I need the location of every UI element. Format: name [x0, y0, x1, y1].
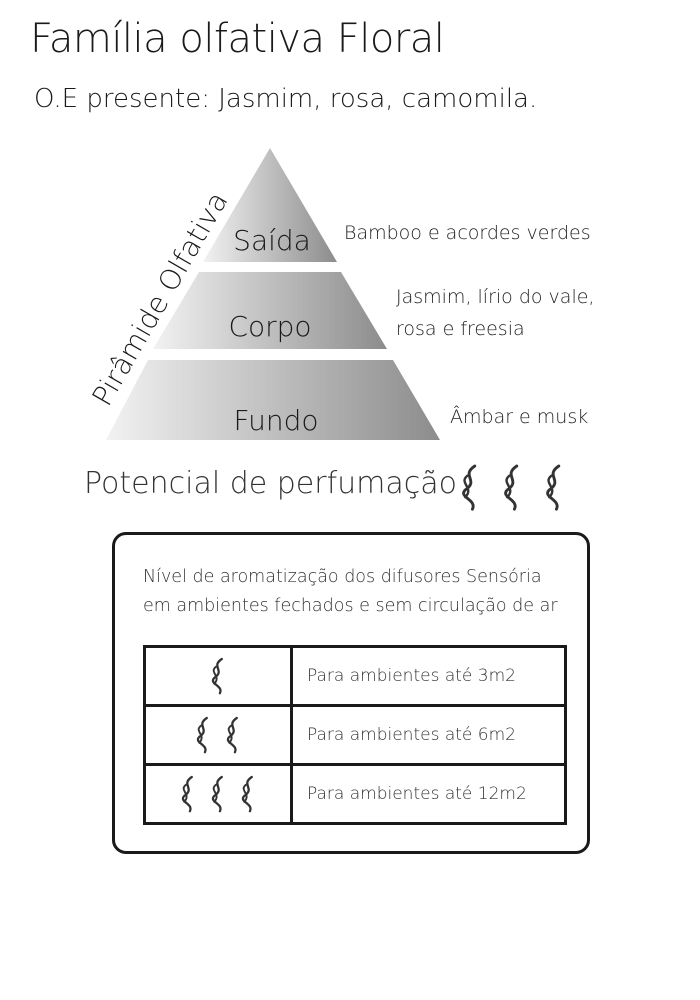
- wisp-icons-cell: [145, 706, 292, 765]
- aroma-wisp-icon: [243, 777, 252, 811]
- notes-saida: Bamboo e acordes verdes: [344, 222, 591, 244]
- notes-corpo-line-1: Jasmim, lírio do vale,: [396, 286, 595, 308]
- area-label: Para ambientes até 3m2: [292, 647, 566, 706]
- level-name-fundo: Fundo: [233, 404, 319, 437]
- aroma-wisp-icon: [506, 466, 517, 509]
- level-name-corpo: Corpo: [228, 310, 312, 343]
- pyramid-side-label-text: Pirâmide Olfativa: [85, 186, 235, 412]
- notes-corpo-line-2: rosa e freesia: [396, 318, 525, 340]
- table-row: [145, 765, 566, 824]
- diffuser-level-table: [143, 645, 567, 825]
- area-label: Para ambientes até 12m2: [292, 765, 566, 824]
- aroma-wisp-icon: [183, 777, 192, 811]
- wisp-icons: [158, 713, 278, 757]
- wisp-icons: [158, 654, 278, 698]
- level-name-saida: Saída: [233, 224, 311, 257]
- perfume-potential-icons: [452, 460, 572, 516]
- aroma-wisp-icon: [464, 466, 475, 509]
- table-row: [145, 706, 566, 765]
- aroma-wisp-icon: [228, 718, 237, 752]
- aroma-wisp-icon: [213, 659, 222, 693]
- diffuser-description-line-1: Nível de aromatização dos difusores Sensória: [143, 567, 542, 587]
- diffuser-description-line-2: em ambientes fechados e sem circulação de ar: [143, 596, 558, 616]
- page-title: Família olfativa Floral: [30, 16, 445, 62]
- diffuser-info-box: [112, 532, 590, 854]
- notes-fundo: Âmbar e musk: [450, 406, 589, 428]
- area-label: Para ambientes até 6m2: [292, 706, 566, 765]
- diffuser-description: [143, 563, 558, 621]
- essential-oils-line: O.E presente: Jasmim, rosa, camomila.: [34, 84, 538, 114]
- aroma-wisp-icon: [198, 718, 207, 752]
- perfume-potential-label: Potencial de perfumação: [84, 466, 457, 501]
- wisp-icons: [158, 772, 278, 816]
- aroma-wisp-icon: [548, 466, 559, 509]
- table-row: [145, 647, 566, 706]
- wisp-icons-cell: [145, 765, 292, 824]
- wisp-icons-cell: [145, 647, 292, 706]
- aroma-wisp-icon: [213, 777, 222, 811]
